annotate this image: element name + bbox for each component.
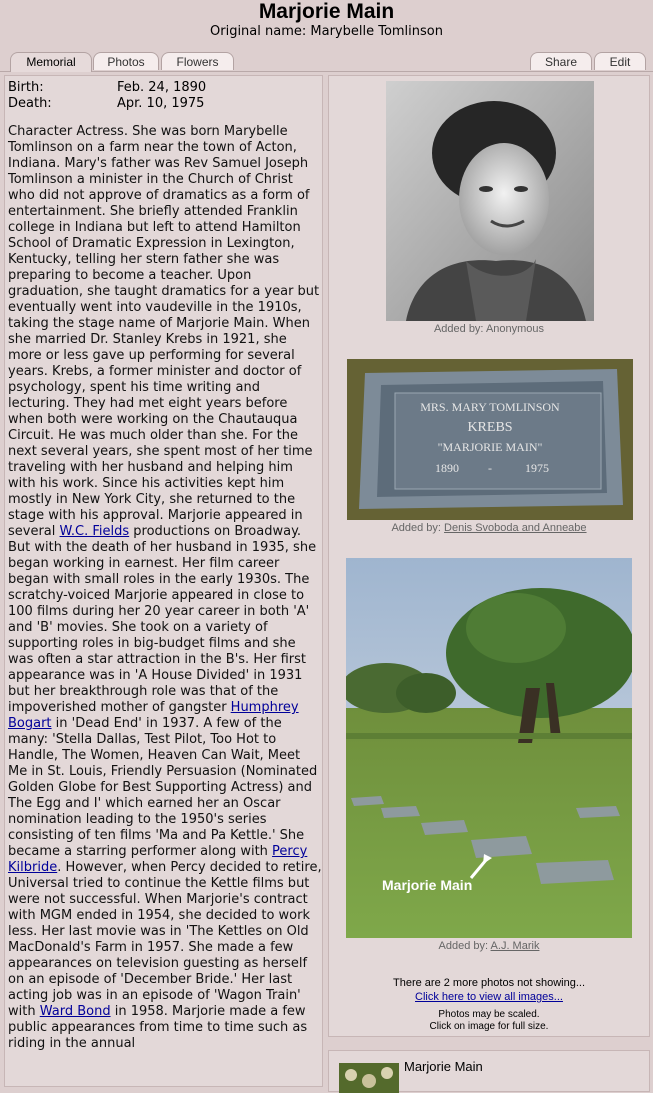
cemetery-image <box>346 558 632 938</box>
link-ward-bond[interactable]: Ward Bond <box>39 1004 111 1019</box>
birth-label: Birth: <box>8 80 44 95</box>
caption-cemetery-prefix: Added by: <box>438 940 491 952</box>
caption-plaque-prefix: Added by: <box>391 522 445 534</box>
plaque-line-1: MRS. MARY TOMLINSON <box>420 400 560 414</box>
plaque-year-1: 1890 <box>435 461 459 475</box>
click-note: Click on image for full size. <box>429 1021 549 1032</box>
more-photos <box>329 976 649 1033</box>
photos-panel <box>328 75 650 1037</box>
related-name[interactable]: Marjorie Main <box>404 1059 483 1074</box>
link-humphrey-bogart[interactable]: Humphrey Bogart <box>8 700 299 731</box>
caption-plaque <box>329 522 649 534</box>
tab-photos[interactable]: Photos <box>93 52 159 70</box>
link-wc-fields[interactable]: W.C. Fields <box>59 524 130 539</box>
tab-flowers[interactable]: Flowers <box>161 52 234 70</box>
plaque-year-2: 1975 <box>525 461 549 475</box>
caption-portrait-name: Anonymous <box>485 323 545 335</box>
birth-date: Feb. 24, 1890 <box>117 80 207 95</box>
plaque-photo[interactable] <box>347 359 633 520</box>
cemetery-photo[interactable] <box>346 558 632 938</box>
link-percy-kilbride[interactable]: Percy Kilbride <box>8 844 308 875</box>
related-box <box>328 1050 650 1092</box>
caption-cemetery-link[interactable]: A.J. Marik <box>490 940 540 952</box>
death-date: Apr. 10, 1975 <box>117 96 205 111</box>
view-all-images-link[interactable]: Click here to view all images... <box>415 991 563 1003</box>
tab-bar <box>0 52 653 72</box>
page-title: Marjorie Main <box>258 0 395 23</box>
caption-plaque-link[interactable]: Denis Svoboda and Anneabe <box>444 522 587 534</box>
plaque-image <box>347 359 633 520</box>
bio-part-1: Character Actress. She was born Marybelle Tomlinson on a farm near the town of Acton, Indiana. Mary's father was Rev Samuel Joseph Tomlinson a minister in the Church of Christ who did not approve of dramatics as a form of entertainment. She briefly attended Franklin college in Indiana but left to attend Hamilton School of Dramatic Expression in Lexington, Kentucky, telling her stern father she was preparing to become a teacher. Upon graduation, she taught dramatics for a year but eventually went into vaudeville in the 1910s, taking the stage name of Marjorie Main. When she married Dr. Stanley Krebs in 1921, she more or less gave up performing for several years. Krebs, a former minister and doctor of psychology, spent his time writing and lecturing. They had met eight years before when both were working on the Chautauqua Circuit. He was much older than she. For the next several years, she spent most of her time traveling with her husband and helping him with his work. Since his activities kept him mostly in New York City, she returned to the stage with his approval. Marjorie appeared in several <box>8 124 320 539</box>
death-row <box>8 96 206 112</box>
bio-part-2: productions on Broadway. But with the death of her husband in 1935, she began working in earnest. Her film career began with small roles in the early 1930s. The scratchy-voiced Marjorie appeared in close to 100 films during her 20 year career in both 'A' and 'B' movies. She took on a variety of supporting roles in big-budget films and she was often a star attraction in the B's. Her first appearance was in 'A House Divided' in 1931 but her breakthrough role was that of the impoverished mother of gangster <box>8 524 317 715</box>
bio-part-5: in 1958. Marjorie made a few public appearances from time to time such as riding in the annual <box>8 1004 308 1051</box>
tab-edit[interactable]: Edit <box>594 52 646 70</box>
scaled-note: Photos may be scaled. <box>438 1009 540 1020</box>
related-thumb-image <box>339 1063 399 1093</box>
caption-cemetery <box>329 940 649 952</box>
plaque-dash: - <box>488 461 492 475</box>
tab-memorial[interactable]: Memorial <box>10 52 92 72</box>
bio-part-3: in 'Dead End' in 1937. A few of the many: 'Stella Dallas, Test Pilot, Too Hot to Handle, The Women, Heaven Can Wait, Meet Me in St. Louis, Friendly Persuasion (Nominated Golden Globe for Best Supporting Actress) and The Egg and I' which earned her an Oscar nomination leading to the 1950's series consisting of ten films 'Ma and Pa Kettle.' She became a starring performer along with <box>8 716 318 859</box>
caption-portrait <box>329 323 649 335</box>
bio-panel <box>4 75 323 1087</box>
portrait-photo[interactable] <box>386 81 594 321</box>
death-label: Death: <box>8 96 52 111</box>
more-photos-note: There are 2 more photos not showing... <box>393 977 585 989</box>
caption-portrait-prefix: Added by: <box>433 323 486 335</box>
plaque-line-2: KREBS <box>467 420 513 435</box>
vitals <box>8 80 206 112</box>
original-name: Original name: Marybelle Tomlinson <box>210 24 443 39</box>
birth-row <box>8 80 206 96</box>
bio-part-4: . However, when Percy decided to retire, Universal tried to continue the Kettle films but were not successful. When Marjorie's contract with MGM ended in 1954, she decided to work less. Her last movie was in 'The Kettles on Old MacDonald's Farm in 1957. She made a few appearances on television guesting as herself on an episode of 'December Bride.' Her last acting job was in an episode of 'Wagon Train' with <box>8 860 322 1019</box>
biography-text <box>8 124 322 1052</box>
plaque-line-3: "MARJORIE MAIN" <box>437 440 543 454</box>
tab-share[interactable]: Share <box>530 52 592 70</box>
related-thumbnail[interactable] <box>339 1063 399 1093</box>
page-header <box>0 0 653 40</box>
portrait-image <box>386 81 594 321</box>
grave-label: Marjorie Main <box>382 877 473 893</box>
